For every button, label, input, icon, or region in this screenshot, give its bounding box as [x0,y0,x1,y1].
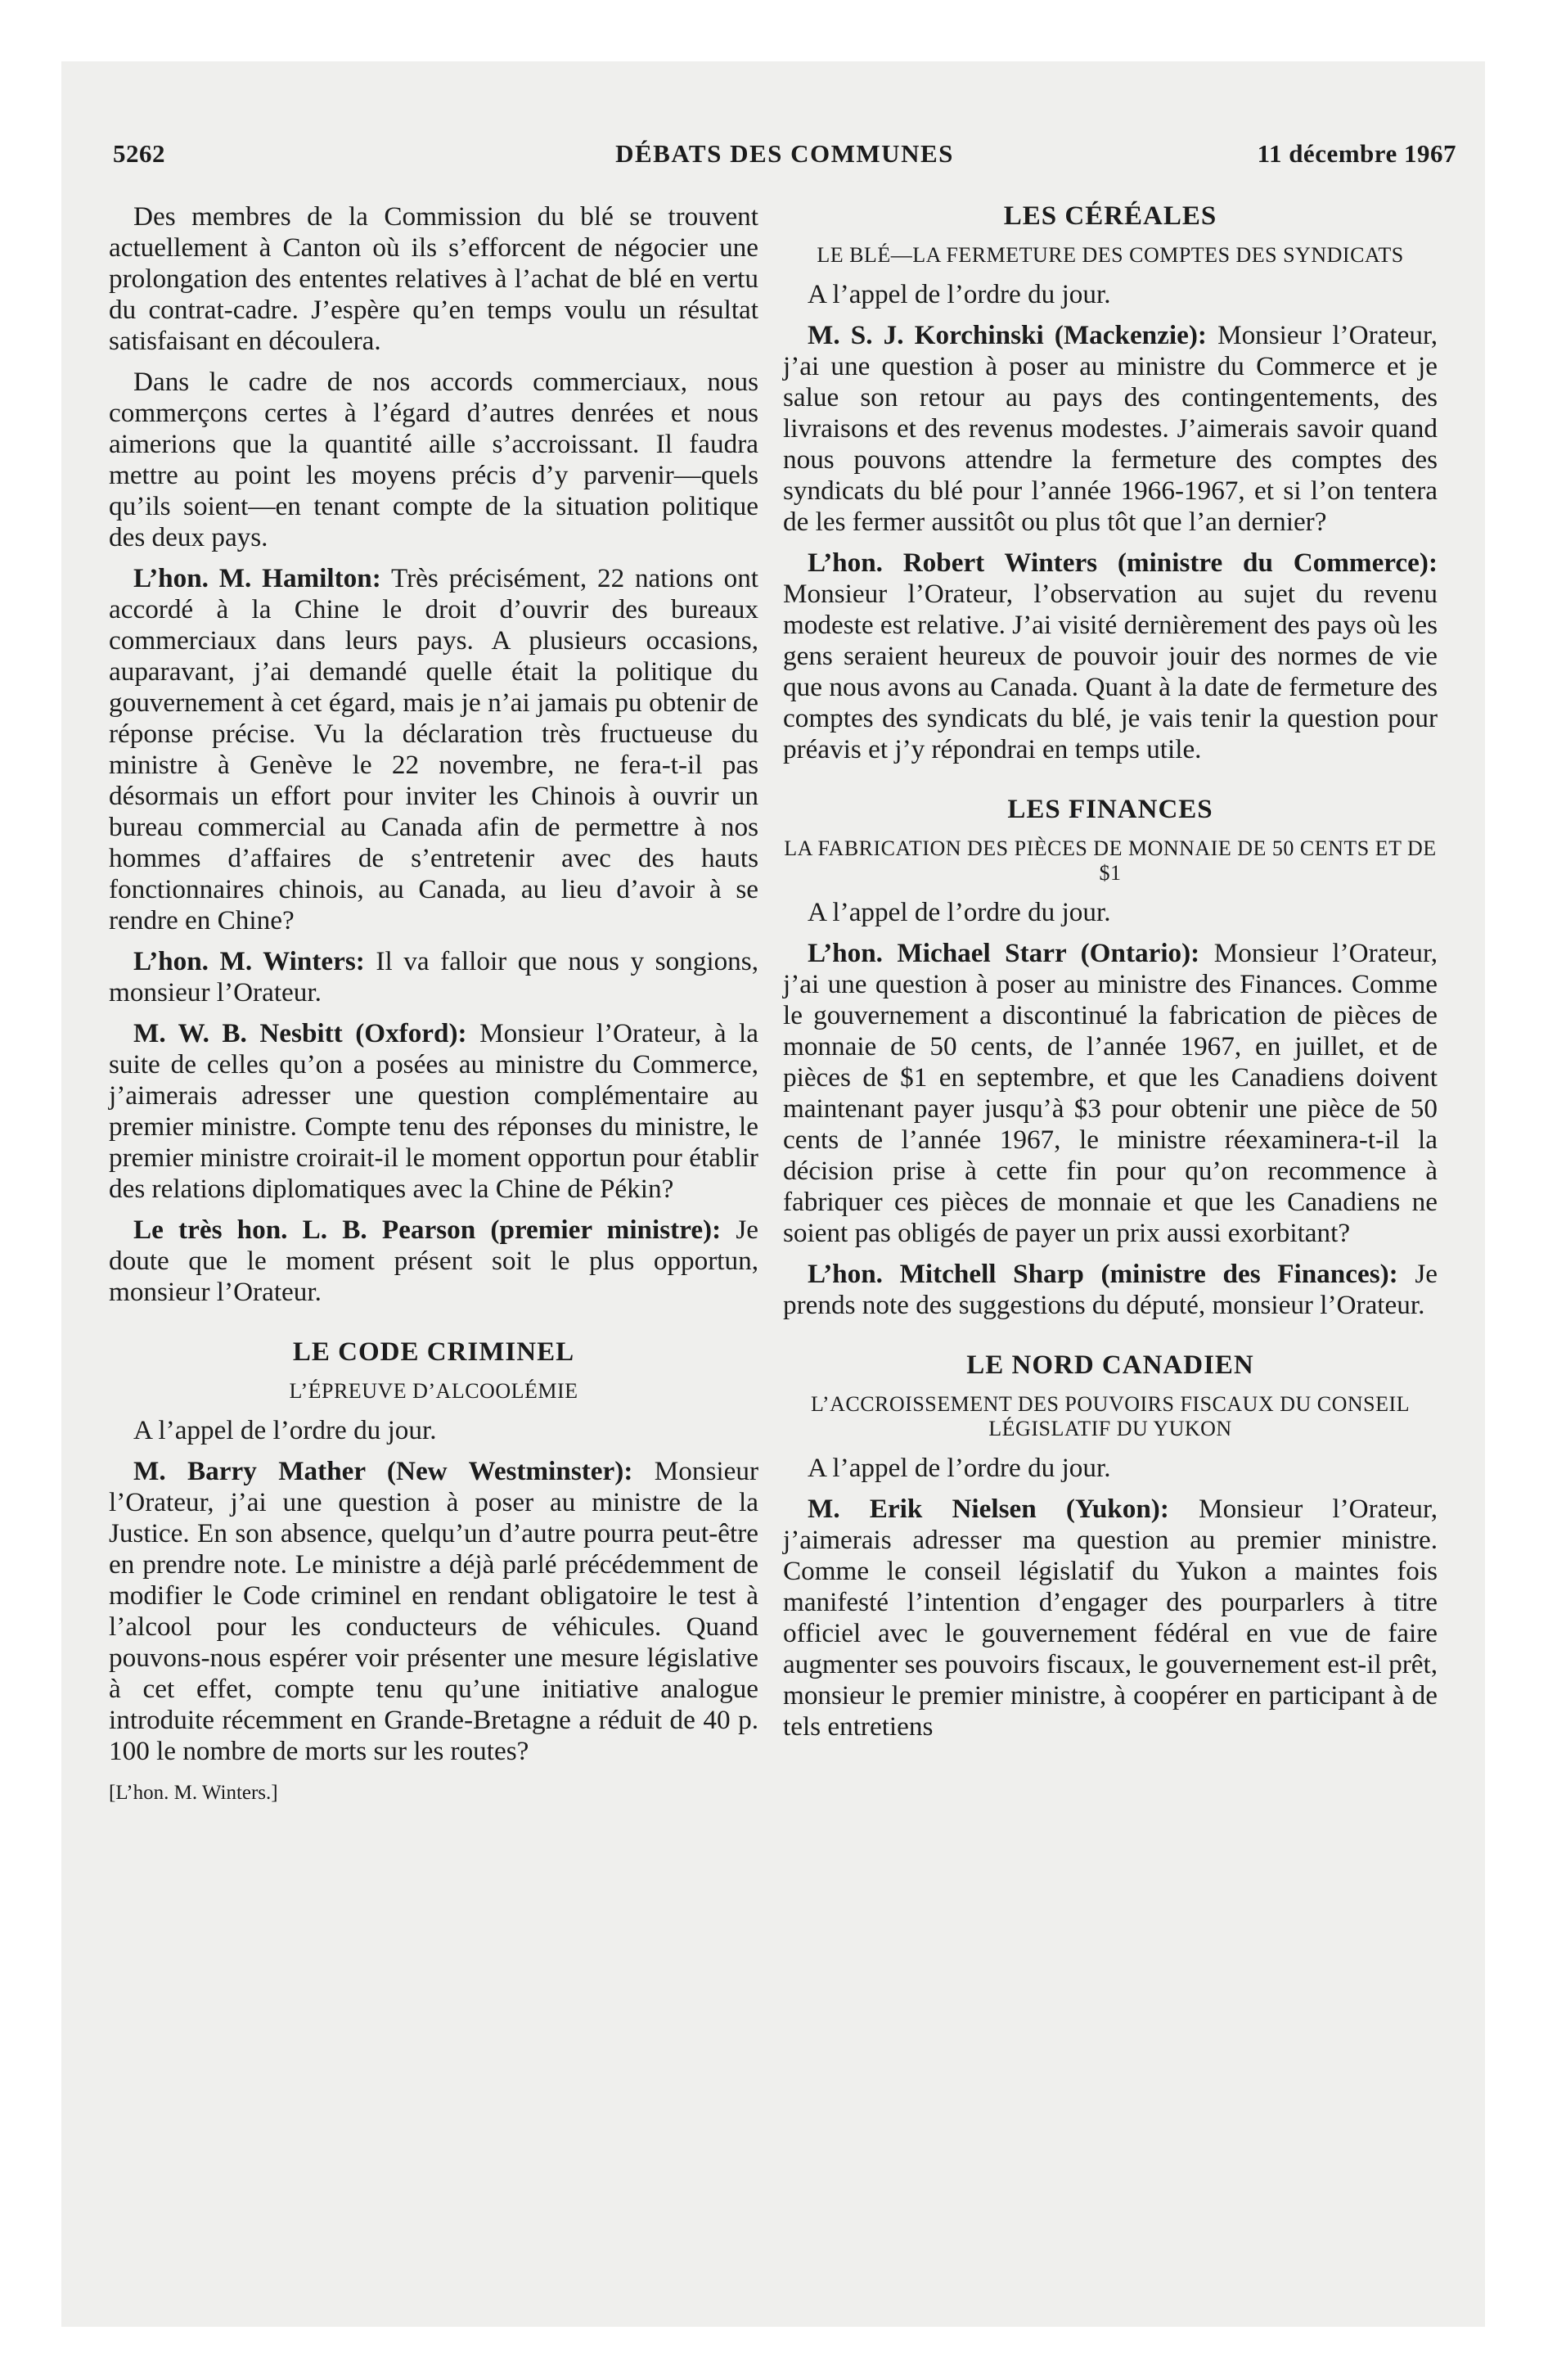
section-subheading: LE BLÉ—LA FERMETURE DES COMPTES DES SYNDICATS [817,243,1404,267]
publication-title: DÉBATS DES COMMUNES [615,139,954,168]
section-subheading: L’ÉPREUVE D’ALCOOLÉMIE [289,1379,578,1403]
page-date: 11 décembre 1967 [1257,139,1456,168]
section-heading: LE CODE CRIMINEL [292,1337,575,1367]
speaker-name: L’hon. Robert Winters (ministre du Commerce): [808,548,1438,578]
paragraph: A l’appel de l’ordre du jour. [808,1453,1111,1483]
speech [109,563,758,936]
speaker-name: M. S. J. Korchinski (Mackenzie): [808,320,1207,350]
speaker-citation: [L’hon. M. Winters.] [109,1782,278,1804]
speech-text: Monsieur l’Orateur, j’ai une question à poser au ministre des Finances. Comme le gouvernement a discontinué la fabrication de pièces de monnaie de 50 cents, de l’année 1967, en juillet, et de pièces de $1 en septembre, et que les Canadiens doivent maintenant payer jusqu’à $3 pour obtenir une pièce de 50 cents de l’année 1967, le ministre réexaminera-t-il la décision prise à cette fin pour qu’on recommence à fabriquer ces pièces de monnaie et que les Canadiens ne soient pas obligés de payer un prix aussi exorbitant? [783,938,1438,1248]
speech [783,1494,1438,1742]
speaker-name: L’hon. Michael Starr (Ontario): [808,938,1200,968]
speech [783,1259,1438,1321]
speaker-name: L’hon. M. Winters: [133,946,365,976]
section-heading: LES FINANCES [1007,795,1213,824]
speech-text: Je doute que le moment présent soit le plus opportun, monsieur l’Orateur. [109,1215,758,1307]
section-subheading: L’ACCROISSEMENT DES POUVOIRS FISCAUX DU CONSEIL LÉGISLATIF DU YUKON [810,1392,1411,1440]
speaker-name: M. Barry Mather (New Westminster): [133,1456,633,1486]
page-header [113,139,1456,172]
section-subheading: LA FABRICATION DES PIÈCES DE MONNAIE DE 50 CENTS ET DE $1 [784,836,1437,885]
speech [783,320,1438,538]
speech [783,548,1438,765]
speech-text: Monsieur l’Orateur, j’ai une question à poser au ministre de la Justice. En son absence, quelqu’un d’autre pourra peut-être en prendre note. Le ministre a déjà parlé précédemment de modifier le Code criminel en rendant obligatoire le test à l’alcool pour les conducteurs de véhicules. Quand pouvons-nous espérer voir présenter une mesure législative à cet effet, compte tenu qu’une initiative analogue introduite récemment en Grande-Bretagne a réduit de 40 p. 100 le nombre de morts sur les routes? [109,1456,758,1766]
speech-text: Monsieur l’Orateur, j’ai une question à poser au ministre du Commerce et je salue son retour au pays des contingentements, des livraisons et des revenus modestes. J’aimerais savoir quand nous pouvons attendre la fermeture des comptes des syndicats du blé pour l’année 1966-1967, et si l’on tentera de les fermer aussitôt ou plus tôt que l’an dernier? [783,320,1438,537]
section-heading: LES CÉRÉALES [1003,201,1217,231]
speaker-name: Le très hon. L. B. Pearson (premier ministre): [133,1215,722,1245]
speech-text: Je prends note des suggestions du député, monsieur l’Orateur. [783,1259,1438,1320]
speech [783,938,1438,1249]
paragraph: A l’appel de l’ordre du jour. [133,1415,437,1445]
page-number: 5262 [113,139,165,168]
speech-text: Il va falloir que nous y songions, monsieur l’Orateur. [109,946,758,1007]
paragraph: A l’appel de l’ordre du jour. [808,897,1111,927]
right-column [783,201,1438,1752]
speaker-name: M. Erik Nielsen (Yukon): [808,1494,1169,1524]
speaker-name: L’hon. Mitchell Sharp (ministre des Finances): [808,1259,1398,1289]
speech [109,1018,758,1205]
speech-text: Monsieur l’Orateur, j’aimerais adresser ma question au premier ministre. Comme le conseil législatif du Yukon a maintes fois manifesté l’intention d’engager des pourparlers à titre officiel avec le gouvernement fédéral en vue de faire augmenter ses pouvoirs fiscaux, le gouvernement est-il prêt, monsieur le premier ministre, à coopérer en participant à de tels entretiens [783,1494,1438,1742]
speaker-name: M. W. B. Nesbitt (Oxford): [133,1018,467,1048]
speech [109,946,758,1008]
speaker-name: L’hon. M. Hamilton: [133,563,381,593]
paragraph: Des membres de la Commission du blé se trouvent actuellement à Canton où ils s’efforcent de négocier une prolongation des ententes relatives à l’achat de blé en vertu du contrat-cadre. J’espère qu’en temps voulu un résultat satisfaisant en découlera. [109,201,758,356]
speech [109,1456,758,1767]
speech [109,1215,758,1308]
speech-text: Très précisément, 22 nations ont accordé à la Chine le droit d’ouvrir des bureaux commerciaux dans leurs pays. A plusieurs occasions, auparavant, j’ai demandé quelle était la politique du gouvernement à cet égard, mais je n’ai jamais pu obtenir de réponse précise. Vu la déclaration très fructueuse du ministre à Genève le 22 novembre, ne fera-t-il pas désormais un effort pour inviter les Chinois à ouvrir un bureau commercial au Canada afin de permettre à nos hommes d’affaires de s’entretenir avec des hauts fonctionnaires chinois, au Canada, au lieu d’avoir à se rendre en Chine? [109,563,759,935]
section-heading: LE NORD CANADIEN [966,1350,1254,1380]
paragraph: Dans le cadre de nos accords commerciaux, nous commerçons certes à l’égard d’autres denrées et nous aimerions que la quantité aille s’accroissant. Il faudra mettre au point les moyens précis d’y parvenir—quels qu’ils soient—en tenant compte de la situation politique des deux pays. [109,367,758,552]
speech-text: Monsieur l’Orateur, à la suite de celles qu’on a posées au ministre du Commerce, j’aimerais adresser une question complémentaire au premier ministre. Compte tenu des réponses du ministre, le premier ministre croirait-il le moment opportun pour établir des relations diplomatiques avec la Chine de Pékin? [109,1018,758,1204]
left-column [109,201,758,1805]
speech-text: Monsieur l’Orateur, l’observation au sujet du revenu modeste est relative. J’ai visité dernièrement des pays où les gens seraient heureux de pouvoir jouir des normes de vie que nous avons au Canada. Quant à la date de fermeture des comptes des syndicats du blé, je vais tenir la question pour préavis et j’y répondrai en temps utile. [783,579,1438,764]
paragraph: A l’appel de l’ordre du jour. [808,279,1111,309]
